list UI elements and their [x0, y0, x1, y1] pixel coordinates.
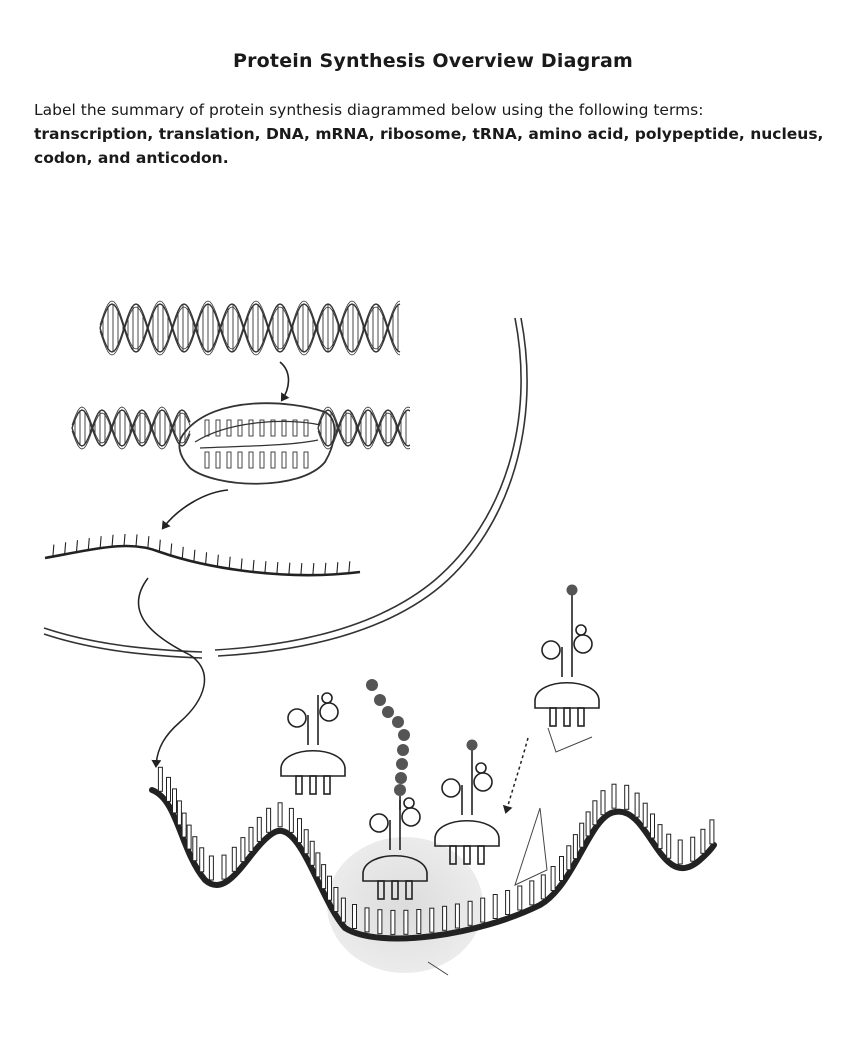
unzipping-dna-icon [72, 403, 410, 484]
instructions-prefix: Label the summary of protein synthesis diagrammed below using the following terms: [34, 101, 704, 119]
term-list: transcription, translation, DNA, mRNA, ribosome, tRNA, amino acid, polypeptide, nucleus, codon, and anticodon. [34, 125, 824, 167]
trna-icon [535, 585, 599, 727]
arrow-icon [139, 578, 205, 766]
arrow-icon [163, 490, 228, 528]
mrna-strand-icon [45, 534, 360, 575]
arrow-icon [506, 738, 528, 812]
pointer-line-icon [548, 728, 592, 752]
trna-icon [281, 693, 345, 794]
pointer-line-icon [515, 808, 547, 885]
polypeptide-chain-icon [366, 679, 410, 810]
trna-icon [435, 740, 499, 865]
arrow-icon [280, 362, 289, 400]
worksheet-title: Protein Synthesis Overview Diagram [232, 50, 634, 72]
dna-double-helix-icon [100, 301, 400, 355]
